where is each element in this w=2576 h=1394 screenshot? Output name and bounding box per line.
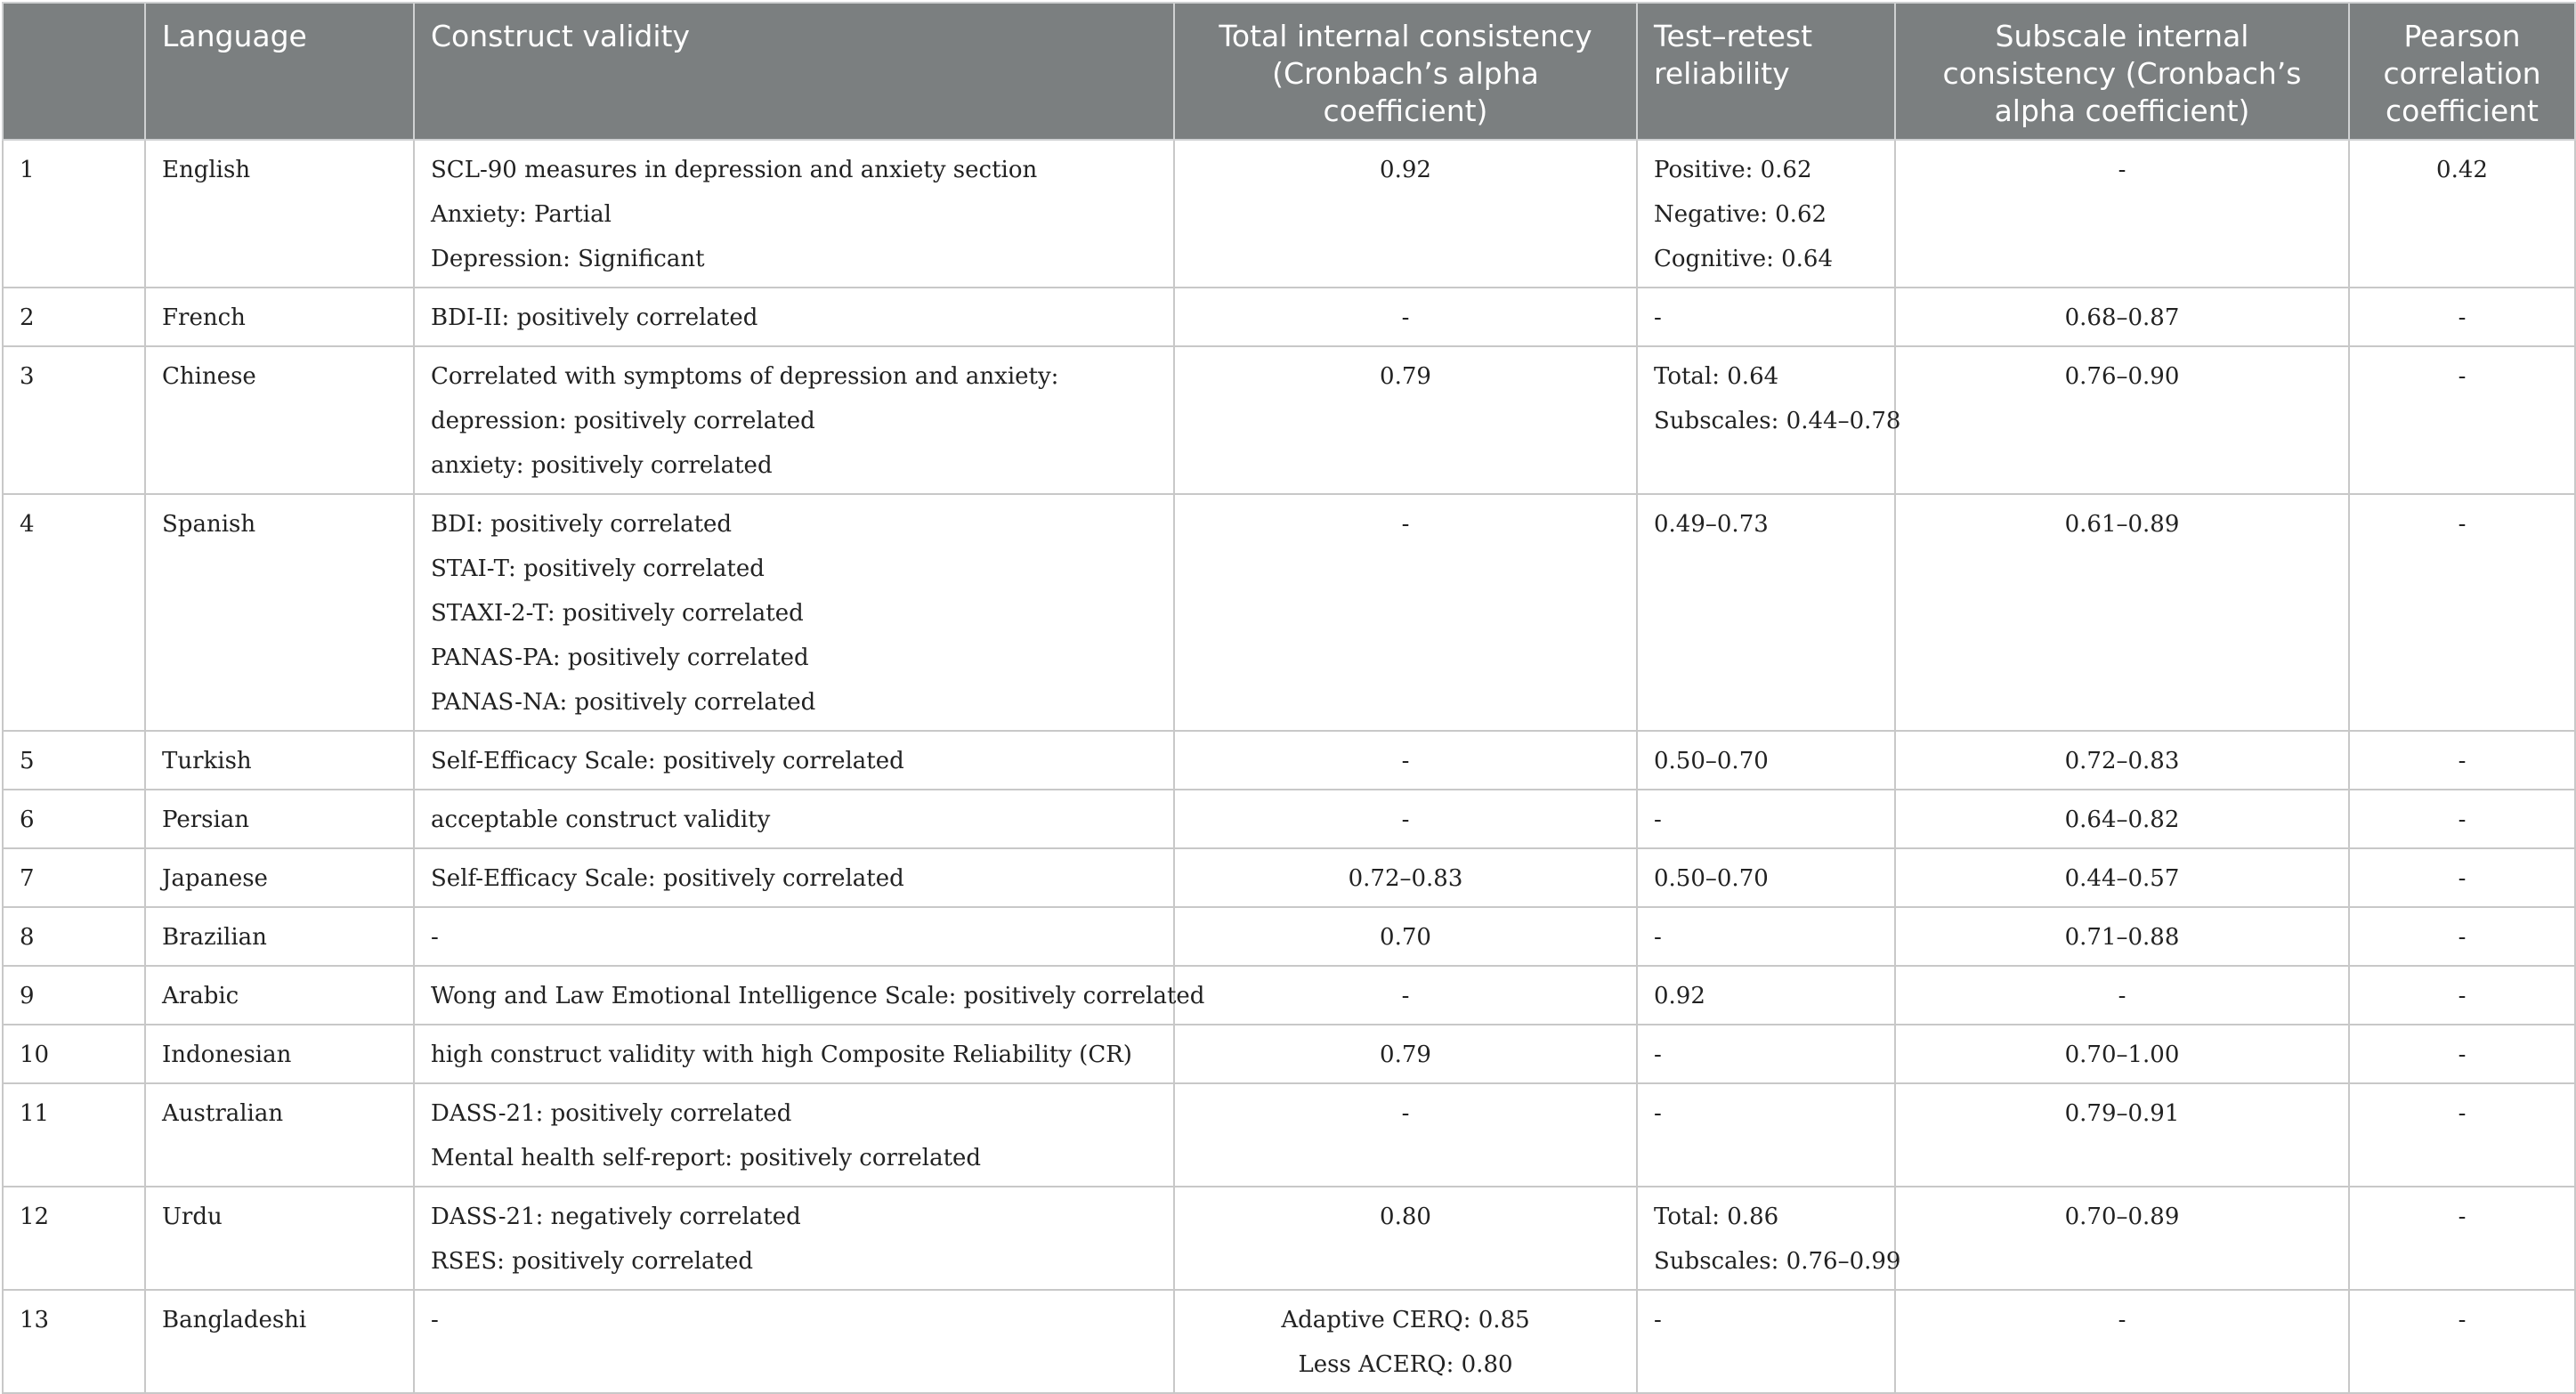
cell-index: 1 [3,140,145,288]
cell-line: Cognitive: 0.64 [1654,246,1834,272]
table-row [3,966,2575,1025]
cell-subscale-internal-consistency [1895,790,2349,848]
cell-subscale-internal-consistency [1895,907,2349,966]
cell-line: 0.64–0.82 [2064,806,2180,833]
cell-line: 0.70–1.00 [2064,1041,2180,1068]
cell-language: Indonesian [145,1025,414,1083]
cell-construct-validity [414,907,1174,966]
cell-language: French [145,288,414,346]
cell-line: - [1401,304,1410,331]
cell-total-internal-consistency [1174,346,1637,494]
cell-line: 0.80 [1380,1204,1431,1230]
cell-construct-validity [414,848,1174,907]
cell-line: - [2458,924,2467,951]
cell-line: 0.76–0.90 [2064,363,2180,390]
cell-line: DASS-21: negatively correlated [431,1204,801,1230]
cell-construct-validity [414,966,1205,1025]
cell-subscale-internal-consistency [1895,288,2349,346]
cell-test-retest [1637,288,1895,346]
cell-total-internal-consistency [1174,731,1637,790]
cell-line: 0.79 [1380,1041,1431,1068]
cell-construct-validity [414,494,1174,731]
cell-subscale-internal-consistency [1895,1025,2349,1083]
cell-language: Chinese [145,346,414,494]
cell-index: 3 [3,346,145,494]
cell-language: Turkish [145,731,414,790]
cell-line: Depression: Significant [431,246,705,272]
cell-pearson-correlation [2349,1187,2575,1290]
cell-subscale-internal-consistency [1895,494,2349,731]
cell-total-internal-consistency [1174,1187,1637,1290]
cell-line: - [2458,983,2467,1009]
cell-line: PANAS-PA: positively correlated [431,644,809,671]
cell-language: Persian [145,790,414,848]
cell-line: - [1654,1307,1662,1333]
cell-language: Bangladeshi [145,1290,414,1393]
table-row [3,288,2575,346]
cell-line: Adaptive CERQ: 0.85 [1281,1307,1530,1333]
table-row [3,1290,2575,1393]
cell-language: Urdu [145,1187,414,1290]
cell-test-retest [1637,346,1901,494]
cell-total-internal-consistency [1174,907,1637,966]
cell-line: Subscales: 0.76–0.99 [1654,1248,1901,1275]
header-row [3,3,2575,140]
cell-line: - [2458,748,2467,774]
cell-line: SCL-90 measures in depression and anxiety section [431,157,1038,183]
cell-test-retest [1637,966,1895,1025]
cell-line: - [431,924,439,951]
cell-line: 0.50–0.70 [1654,865,1769,892]
cell-language: Japanese [145,848,414,907]
cell-test-retest [1637,1083,1895,1187]
cell-pearson-correlation [2349,288,2575,346]
cell-line: Total: 0.64 [1654,363,1779,390]
cell-line: 0.92 [1380,157,1431,183]
header-test-retest: Test–retest reliability [1637,3,1895,140]
cell-line: Subscales: 0.44–0.78 [1654,408,1901,434]
cell-line: - [1654,1100,1662,1127]
cell-construct-validity [414,288,1174,346]
cell-subscale-internal-consistency [1895,848,2349,907]
cell-language: English [145,140,414,288]
cell-line: 0.42 [2436,157,2488,183]
cell-total-internal-consistency [1174,288,1637,346]
cell-line: - [2118,983,2126,1009]
cell-line: Less ACERQ: 0.80 [1298,1351,1513,1378]
cell-subscale-internal-consistency [1895,1083,2349,1187]
cell-pearson-correlation [2349,790,2575,848]
cell-pearson-correlation [2349,731,2575,790]
cell-line: 0.71–0.88 [2064,924,2180,951]
cell-line: 0.72–0.83 [2064,748,2180,774]
cell-line: 0.72–0.83 [1348,865,1463,892]
cell-pearson-correlation [2349,907,2575,966]
cell-total-internal-consistency [1174,1083,1637,1187]
cell-line: Anxiety: Partial [431,201,612,228]
cell-line: STAXI-2-T: positively correlated [431,600,804,627]
table-row [3,1083,2575,1187]
cell-line: 0.70 [1380,924,1431,951]
cell-line: - [1401,748,1410,774]
cell-index: 2 [3,288,145,346]
table-body [3,140,2575,1393]
cell-line: STAI-T: positively correlated [431,555,765,582]
cell-pearson-correlation [2349,1025,2575,1083]
cell-line: 0.49–0.73 [1654,511,1769,538]
cell-subscale-internal-consistency [1895,346,2349,494]
cell-line: - [2458,304,2467,331]
table-row [3,1187,2575,1290]
cell-index: 6 [3,790,145,848]
cell-line: depression: positively correlated [431,408,815,434]
cell-line: 0.79 [1380,363,1431,390]
cell-construct-validity [414,140,1174,288]
cell-language: Brazilian [145,907,414,966]
cell-line: - [1401,983,1410,1009]
cell-construct-validity [414,790,1174,848]
cell-line: BDI: positively correlated [431,511,733,538]
cell-test-retest [1637,848,1895,907]
cell-line: Total: 0.86 [1654,1204,1779,1230]
cell-language: Arabic [145,966,414,1025]
cell-line: - [2458,806,2467,833]
cell-index: 8 [3,907,145,966]
table-row [3,848,2575,907]
cell-language: Australian [145,1083,414,1187]
cell-line: anxiety: positively correlated [431,452,773,479]
cell-total-internal-consistency [1174,140,1637,288]
cell-line: Negative: 0.62 [1654,201,1827,228]
cell-pearson-correlation [2349,140,2575,288]
header-language: Language [145,3,414,140]
cell-test-retest [1637,790,1895,848]
cell-subscale-internal-consistency [1895,140,2349,288]
cell-line: Wong and Law Emotional Intelligence Scale: positively correlated [431,983,1205,1009]
cell-line: - [2458,865,2467,892]
cell-line: - [2118,157,2126,183]
cell-index: 7 [3,848,145,907]
cell-index: 5 [3,731,145,790]
cell-line: - [1654,806,1662,833]
cell-total-internal-consistency [1174,494,1637,731]
cell-pearson-correlation [2349,966,2575,1025]
cell-line: - [1654,1041,1662,1068]
cell-line: Self-Efficacy Scale: positively correlated [431,865,904,892]
cell-construct-validity [414,1025,1174,1083]
cell-line: DASS-21: positively correlated [431,1100,792,1127]
cell-total-internal-consistency [1174,848,1637,907]
cell-pearson-correlation [2349,1083,2575,1187]
table-row [3,494,2575,731]
cell-subscale-internal-consistency [1895,1187,2349,1290]
cell-line: - [2118,1307,2126,1333]
cell-construct-validity [414,731,1174,790]
table-row [3,790,2575,848]
header-construct-validity: Construct validity [414,3,1174,140]
cell-line: - [1401,1100,1410,1127]
cell-line: - [2458,363,2467,390]
cell-pearson-correlation [2349,1290,2575,1393]
table-row [3,907,2575,966]
cell-line: 0.61–0.89 [2064,511,2180,538]
cell-total-internal-consistency [1174,790,1637,848]
cell-total-internal-consistency [1174,1025,1637,1083]
cell-line: 0.68–0.87 [2064,304,2180,331]
cell-line: Correlated with symptoms of depression and anxiety: [431,363,1059,390]
cell-test-retest [1637,140,1895,288]
cell-test-retest [1637,907,1895,966]
cell-index: 4 [3,494,145,731]
cell-test-retest [1637,1290,1895,1393]
cell-line: - [2458,1100,2467,1127]
cell-index: 11 [3,1083,145,1187]
cell-line: acceptable construct validity [431,806,771,833]
cell-test-retest [1637,1025,1895,1083]
cell-test-retest [1637,731,1895,790]
cell-total-internal-consistency [1174,966,1637,1025]
cell-subscale-internal-consistency [1895,966,2349,1025]
table-row [3,140,2575,288]
cell-line: Positive: 0.62 [1654,157,1812,183]
cell-line: BDI-II: positively correlated [431,304,758,331]
header-index [3,3,145,140]
cell-line: 0.70–0.89 [2064,1204,2180,1230]
cell-pearson-correlation [2349,346,2575,494]
cell-construct-validity [414,1290,1174,1393]
cell-line: RSES: positively correlated [431,1248,754,1275]
cell-line: - [2458,1041,2467,1068]
cell-index: 9 [3,966,145,1025]
header-total-internal-consistency: Total internal consistency (Cronbach’s alpha coefficient) [1174,3,1637,140]
cell-subscale-internal-consistency [1895,731,2349,790]
cell-line: 0.79–0.91 [2064,1100,2180,1127]
cell-line: 0.50–0.70 [1654,748,1769,774]
cell-line: - [1654,304,1662,331]
cell-index: 13 [3,1290,145,1393]
header-subscale-internal-consistency: Subscale internal consistency (Cronbach’s alpha coefficient) [1895,3,2349,140]
table-row [3,731,2575,790]
cell-test-retest [1637,494,1895,731]
cell-index: 10 [3,1025,145,1083]
cell-line: PANAS-NA: positively correlated [431,689,816,716]
cell-line: 0.44–0.57 [2064,865,2180,892]
cell-line: Self-Efficacy Scale: positively correlated [431,748,904,774]
cell-line: - [1654,924,1662,951]
cell-construct-validity [414,346,1174,494]
cell-test-retest [1637,1187,1901,1290]
cell-line: - [2458,1307,2467,1333]
cell-construct-validity [414,1187,1174,1290]
cell-construct-validity [414,1083,1174,1187]
cell-line: high construct validity with high Composite Reliability (CR) [431,1041,1132,1068]
header-pearson-correlation: Pearson correlation coefficient [2349,3,2575,140]
cell-line: - [431,1307,439,1333]
cell-line: - [2458,1204,2467,1230]
table-row [3,1025,2575,1083]
cell-pearson-correlation [2349,848,2575,907]
cell-subscale-internal-consistency [1895,1290,2349,1393]
table-row [3,346,2575,494]
cell-language: Spanish [145,494,414,731]
cell-line: - [1401,806,1410,833]
validation-table [2,2,2576,1394]
cell-line: 0.92 [1654,983,1705,1009]
cell-line: - [1401,511,1410,538]
cell-line: - [2458,511,2467,538]
cell-pearson-correlation [2349,494,2575,731]
cell-total-internal-consistency [1174,1290,1637,1393]
cell-line: Mental health self-report: positively correlated [431,1145,982,1171]
cell-index: 12 [3,1187,145,1290]
